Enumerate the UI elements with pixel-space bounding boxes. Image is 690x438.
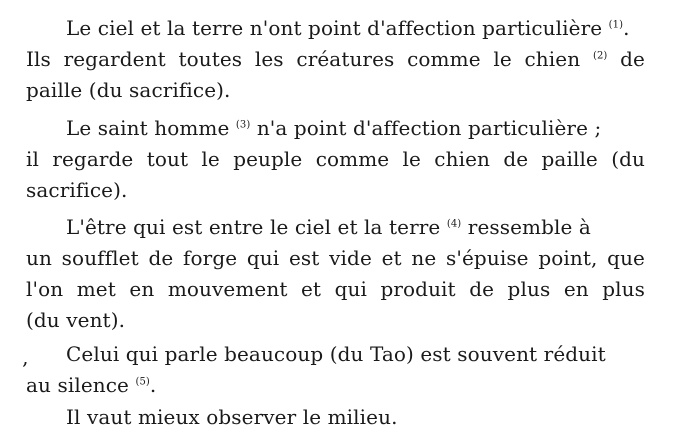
text-segment: paille (du sacrifice). (26, 78, 231, 102)
text-segment: Le saint homme (66, 116, 230, 140)
text-line (66, 341, 606, 367)
justified-line: il regarde tout le peuple comme le chien de paille (du (26, 147, 645, 171)
text-line (26, 276, 645, 302)
footnote-ref: (4) (446, 218, 462, 230)
text-segment: Celui qui parle beaucoup (du Tao) est souvent réduit (66, 342, 606, 366)
text-segment: L'être qui est entre le ciel et la terre (66, 215, 441, 239)
text-segment: sacrifice). (26, 178, 128, 202)
text-segment: au silence (26, 373, 129, 397)
text-line (66, 15, 630, 41)
text-line (26, 46, 645, 72)
text-segment: . (623, 16, 630, 40)
text-segment: ressemble à (467, 215, 591, 239)
text-segment: de (620, 47, 645, 71)
text-line (66, 404, 398, 430)
footnote-ref: (3) (235, 119, 251, 131)
text-line (26, 177, 127, 203)
print-speck: ‚ (22, 345, 29, 369)
text-segment: Il vaut mieux observer le milieu. (66, 405, 398, 429)
justified-line: l'on met en mouvement et qui produit de plus en plus (26, 277, 645, 301)
text-line (26, 146, 645, 172)
footnote-ref: (1) (608, 19, 624, 31)
text-line (66, 214, 591, 240)
justified-line: un soufflet de forge qui est vide et ne s'épuise point, que (26, 246, 645, 270)
text-segment: . (149, 373, 157, 397)
text-line (26, 77, 231, 103)
text-line (26, 372, 156, 398)
text-line (26, 307, 125, 333)
text-segment: Le ciel et la terre n'ont point d'affection particulière (66, 16, 603, 40)
footnote-ref: (2) (592, 50, 608, 62)
text-line (66, 115, 601, 141)
text-segment: n'a point d'affection particulière ; (256, 116, 602, 140)
text-segment: Ils regardent toutes les créatures comme le chien (26, 47, 581, 71)
text-line (26, 245, 645, 271)
justified-line (26, 46, 645, 72)
footnote-ref: (5) (135, 376, 150, 388)
text-segment: (du vent). (26, 308, 126, 332)
